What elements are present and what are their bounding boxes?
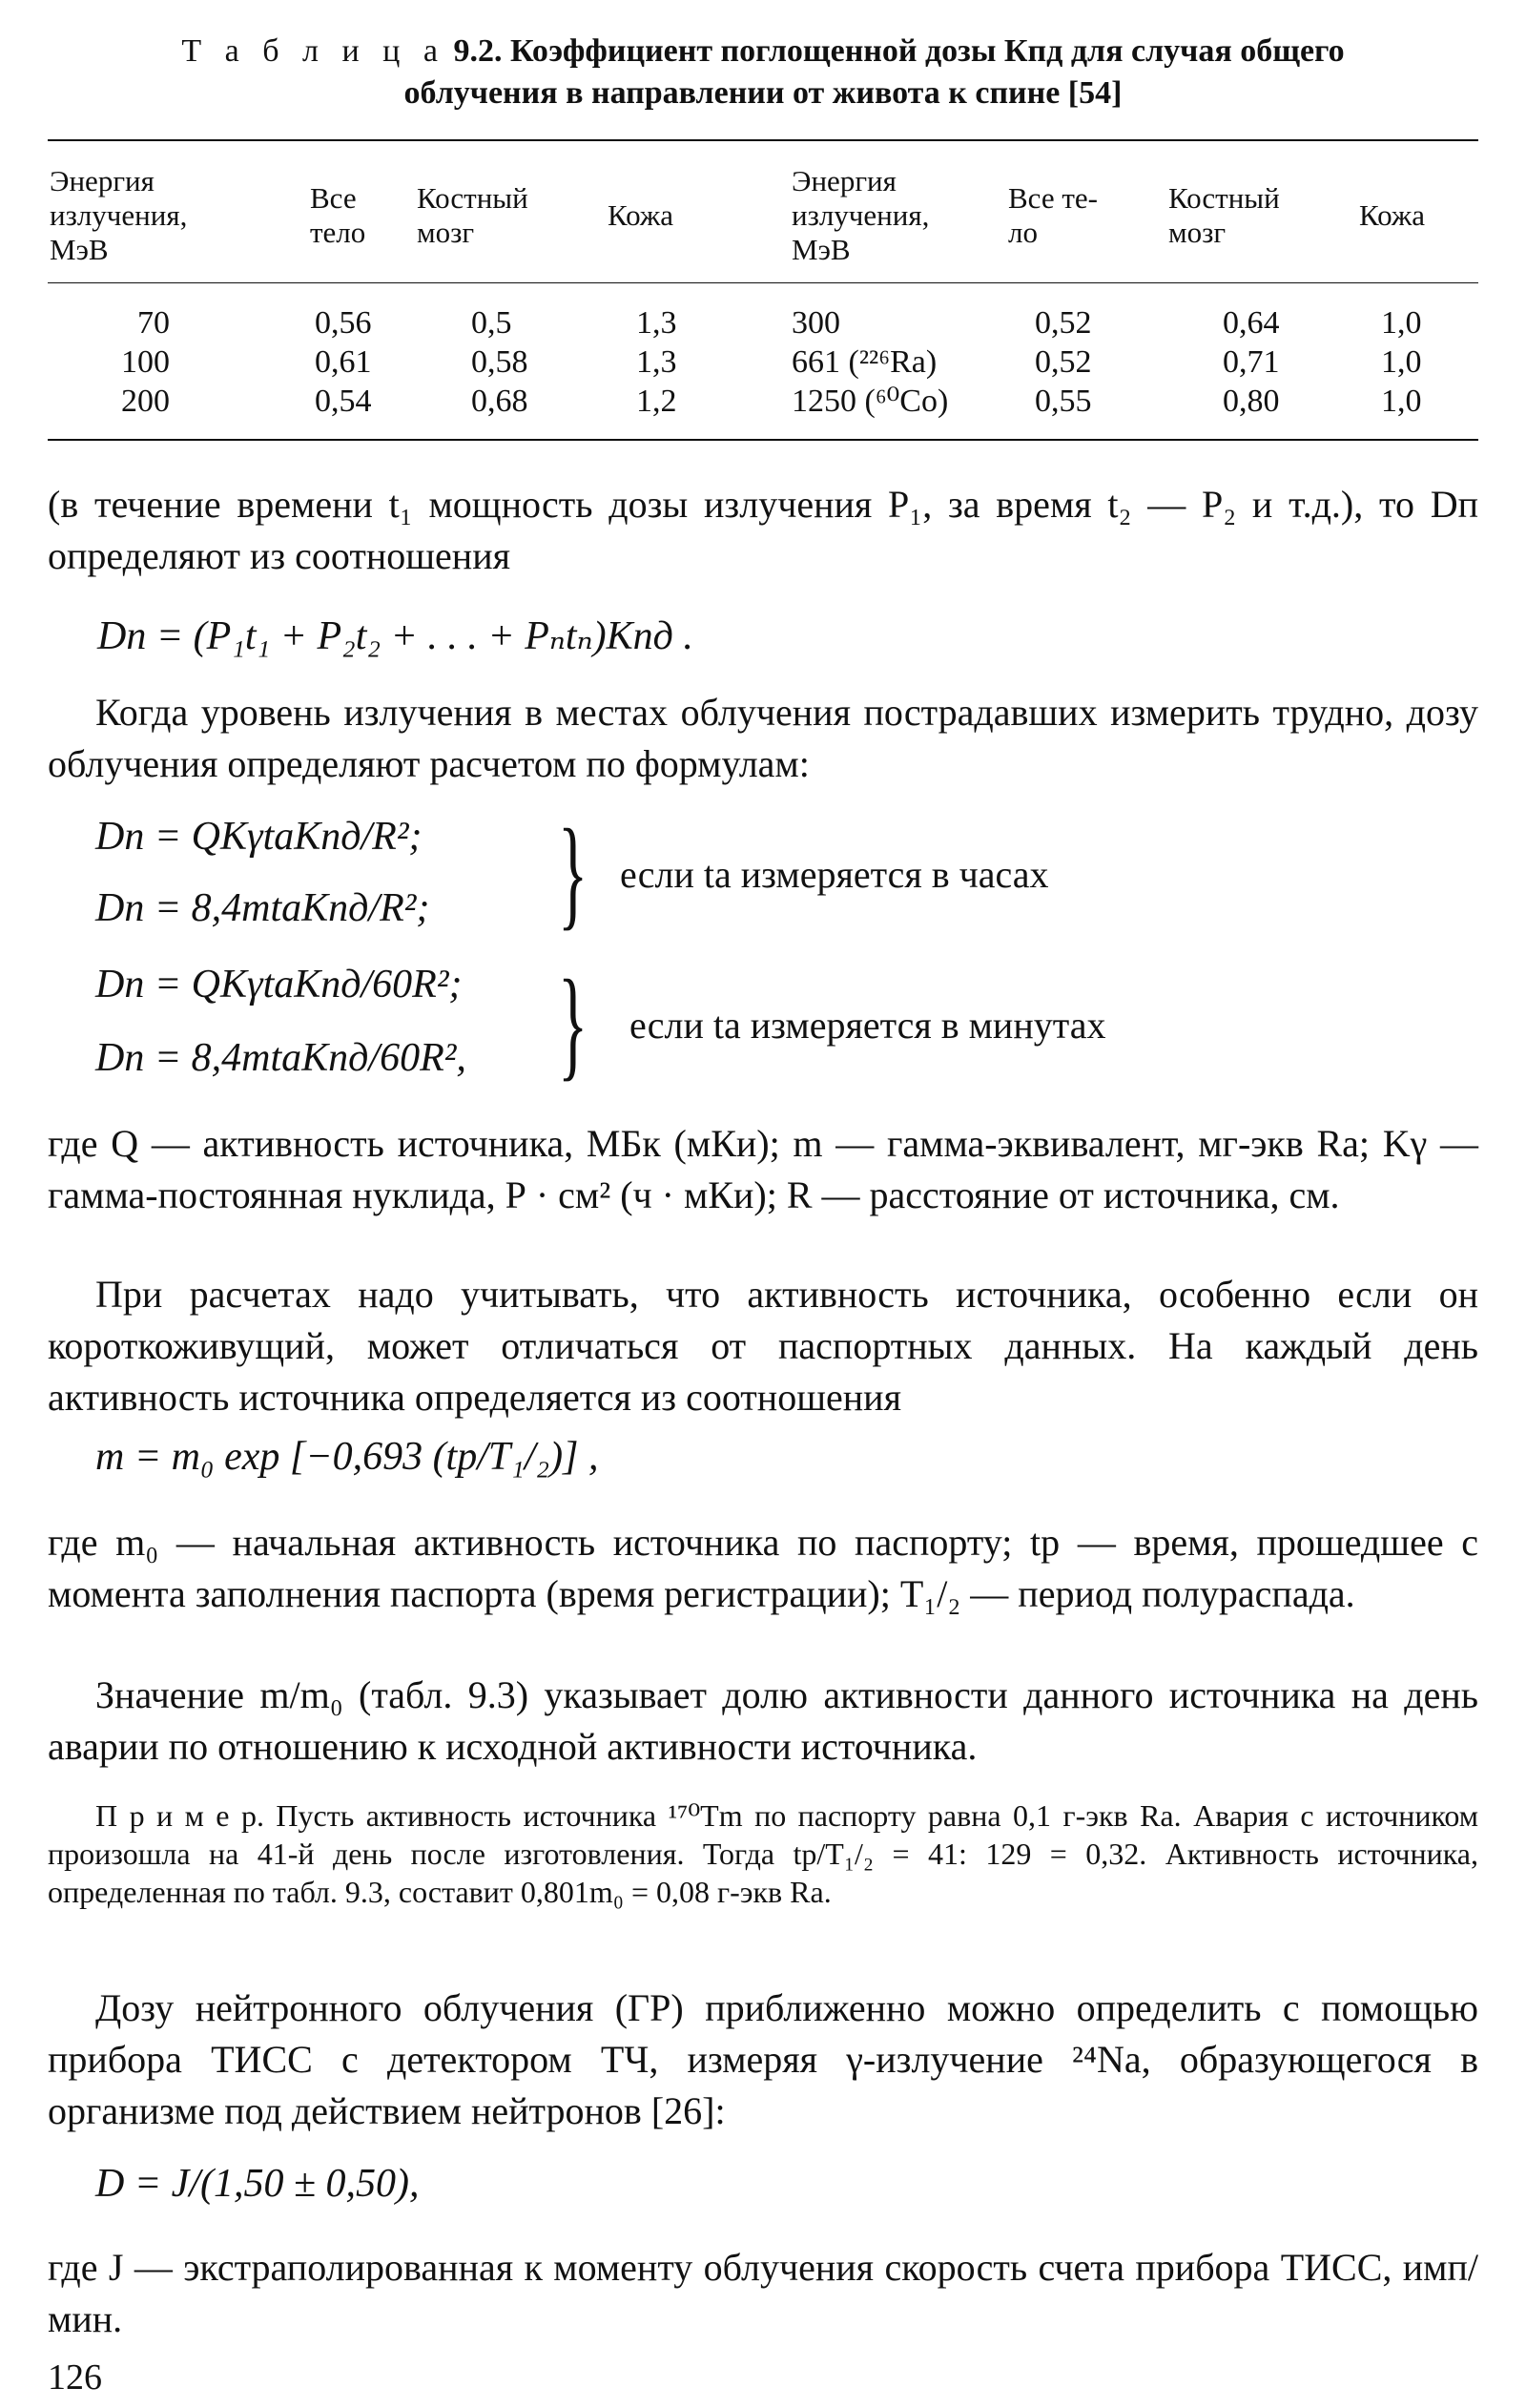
paragraph: Когда уровень излучения в местах облучения пострадавших измерить трудно, дозу облучения определяют расчетом по формулам: <box>48 691 1478 785</box>
caption-line2: облучения в направлении от живота к спине [54] <box>403 75 1123 111</box>
table-bottom-rule <box>48 439 1478 441</box>
book-page: Т а б л и ц а 9.2. Коэффициент поглощенной дозы Кпд для случая общего облучения в направлении от живота к спине [54] Энергия излучения, МэВ Все тело Костный мозг Кожа Энергия излучения, МэВ Все те- ло Костный мозг Кожа 70 0,56 0,5 1,3 300 0,52 0,64 1,0 100 0,61 0,58 1,3 661 (²²⁶Ra) 0,52 0,71 1,0 200 0,54 0,68 1,2 1250 (⁶⁰Co) 0,55 0,80 1,0 (в течение времени t₁ мощность дозы излучения P₁, за время t₂ — P₂ и т.д.), то Dп определяют из соотношения Dп = (P₁t₁ + P₂t₂ + . . . + Pₙtₙ)Kпд . Когда уровень излучения в местах облучения пострадавших измерить трудно, дозу облучения определяют расчетом по формулам: Dп = QKγtаKпд/R²; Dп = 8,4mtаKпд/R²; } если tа измеряется в часах Dп = QKγtаKпд/60R²; Dп = 8,4mtаKпд/60R², } если tа измеряется в минутах где Q — активность источника, МБк (мКи); m — гамма-эквивалент, мг-экв Ra; Kγ — гамма-постоянная нуклида, Р · см² (ч · мКи); R — расстояние от источника, см. При расчетах надо учитывать, что активность источника, особенно если он короткоживущий, может отличаться от паспортных данных. На каждый день активность источника определяется из соотношения m = m₀ exp [−0,693 (tр/T₁/₂)] , где m₀ — начальная активность источника по паспорту; tр — время, прошедшее с момента заполнения паспорта (время регистрации); T₁/₂ — период полураспада. Значение m/m₀ (табл. 9.3) указывает долю активности данного источника на день аварии по отношению к исходной активности источника. П р и м е р. Пусть активность источника ¹⁷⁰Tm по паспорту равна 0,1 г-экв Ra. Авария с источником произошла на 41-й день после изготовления. Тогда tр/T₁/₂ = 41: 129 = 0,32. Активность источника, определенная по табл. 9.3, составит 0,801m₀ = 0,08 г-экв Ra. Дозу нейтронного облучения (ГР) приближенно можно определить с помощью прибора ТИСС с детектором ТЧ, измеряя γ-излучение ²⁴Na, образующегося в организме под действием нейтронов [26]: D = J/(1,50 ± 0,50), где J — экстраполированная к моменту облучения скорость счета прибора ТИСС, имп/мин. 126 <box>0 0 1526 2408</box>
formula-hours-2: Dп = 8,4mtаKпд/R²; <box>95 886 430 930</box>
note-hours: если tа измеряется в часах <box>620 853 1049 896</box>
header-bone-marrow: Костный мозг <box>417 181 528 249</box>
formula-dose-sum: Dп = (P₁t₁ + P₂t₂ + . . . + Pₙtₙ)Kпд . <box>97 614 693 658</box>
header-whole-body-2: Все те- ло <box>1008 181 1098 249</box>
paragraph: где Q — активность источника, МБк (мКи); m — гамма-эквивалент, мг-экв Ra; Kγ — гамма-постоянная нуклида, Р · см² (ч · мКи); R — расстояние от источника, см. <box>48 1122 1478 1216</box>
formula-activity: m = m₀ exp [−0,693 (tр/T₁/₂)] , <box>95 1435 599 1479</box>
formula-minutes-2: Dп = 8,4mtаKпд/60R², <box>95 1036 466 1080</box>
header-bone-marrow-2: Костный мозг <box>1168 181 1280 249</box>
example-note: П р и м е р. Пусть активность источника ¹⁷⁰Tm по паспорту равна 0,1 г-экв Ra. Авария с источником произошла на 41-й день после изготовления. Тогда tр/T₁/₂ = 41: 129 = 0,32. Активность источника, определенная по табл. 9.3, составит 0,801m₀ = 0,08 г-экв Ra. <box>48 1798 1478 1909</box>
brace-symbol: } <box>558 955 588 1092</box>
paragraph: При расчетах надо учитывать, что активность источника, особенно если он короткоживущий, может отличаться от паспортных данных. На каждый день активность источника определяется из соотношения <box>48 1273 1478 1419</box>
paragraph: Дозу нейтронного облучения (ГР) приближенно можно определить с помощью прибора ТИСС с детектором ТЧ, измеряя γ-излучение ²⁴Na, образующегося в организме под действием нейтронов [26]: <box>48 1986 1478 2132</box>
caption-title: 9.2. Коэффициент поглощенной дозы Кпд для случая общего <box>453 33 1345 69</box>
formula-hours-1: Dп = QKγtаKпд/R²; <box>95 815 423 859</box>
page-number: 126 <box>48 2357 102 2398</box>
formula-neutron-dose: D = J/(1,50 ± 0,50), <box>95 2162 420 2206</box>
header-skin-2: Кожа <box>1359 198 1426 232</box>
note-minutes: если tа измеряется в минутах <box>629 1004 1106 1047</box>
header-whole-body: Все тело <box>310 181 366 249</box>
paragraph: где m₀ — начальная активность источника по паспорту; tр — время, прошедшее с момента заполнения паспорта (время регистрации); T₁/₂ — период полураспада. <box>48 1521 1478 1615</box>
paragraph: (в течение времени t₁ мощность дозы излучения P₁, за время t₂ — P₂ и т.д.), то Dп определяют из соотношения <box>48 483 1478 577</box>
caption-label: Т а б л и ц а <box>181 33 445 69</box>
header-energy-2: Энергия излучения, МэВ <box>792 164 930 266</box>
header-energy: Энергия излучения, МэВ <box>50 164 188 266</box>
table-top-rule <box>48 139 1478 141</box>
header-skin: Кожа <box>608 198 674 232</box>
formula-minutes-1: Dп = QKγtаKпд/60R²; <box>95 963 463 1007</box>
table-header-rule <box>48 282 1478 283</box>
table-caption <box>48 31 1478 114</box>
paragraph: Значение m/m₀ (табл. 9.3) указывает долю активности данного источника на день аварии по отношению к исходной активности источника. <box>48 1673 1478 1768</box>
paragraph: где J — экстраполированная к моменту облучения скорость счета прибора ТИСС, имп/мин. <box>48 2246 1478 2340</box>
brace-symbol: } <box>558 804 588 942</box>
